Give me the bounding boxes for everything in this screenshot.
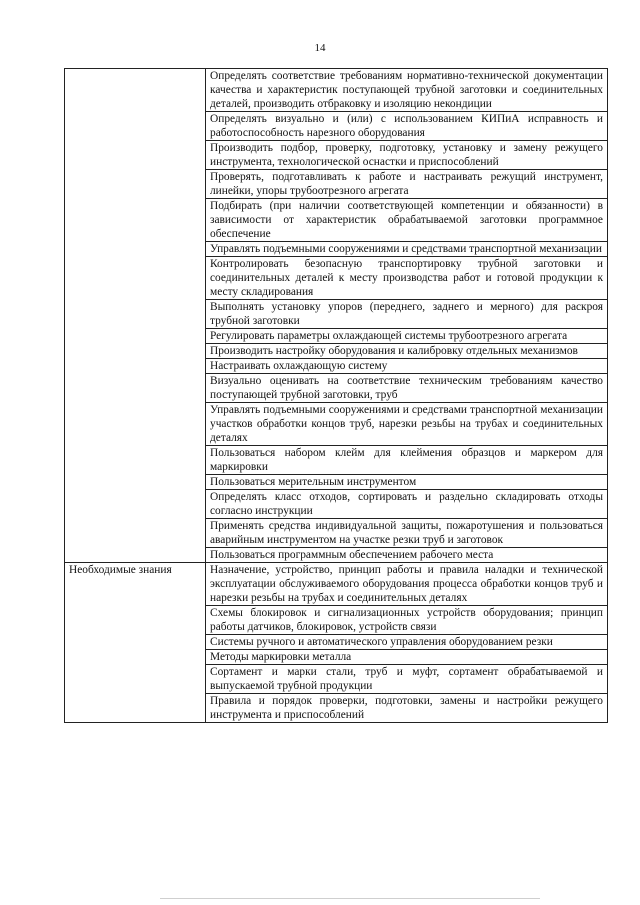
skill-item: Производить настройку оборудования и калибровку отдельных механизмов [206, 344, 608, 359]
table-row [65, 563, 608, 606]
scan-edge-line [160, 898, 540, 899]
knowledge-item: Методы маркировки металла [206, 650, 608, 665]
skill-item: Пользоваться программным обеспечением рабочего места [206, 548, 608, 563]
skill-item: Применять средства индивидуальной защиты, пожаротушения и пользоваться аварийным инструментом на участке резки труб и заготовок [206, 519, 608, 548]
skill-item: Настраивать охлаждающую систему [206, 359, 608, 374]
skill-item: Управлять подъемными сооружениями и средствами транспортной механизации [206, 242, 608, 257]
knowledge-item: Правила и порядок проверки, подготовки, замены и настройки режущего инструмента и приспособлений [206, 694, 608, 723]
knowledge-item: Сортамент и марки стали, труб и муфт, сортамент обрабатываемой и выпускаемой трубной продукции [206, 665, 608, 694]
skill-item: Производить подбор, проверку, подготовку, установку и замену режущего инструмента, технологической оснастки и приспособлений [206, 141, 608, 170]
knowledge-category-cell: Необходимые знания [65, 563, 206, 723]
skill-item: Проверять, подготавливать к работе и настраивать режущий инструмент, линейки, упоры трубоотрезного агрегата [206, 170, 608, 199]
skill-item: Определять класс отходов, сортировать и раздельно складировать отходы согласно инструкции [206, 490, 608, 519]
knowledge-item: Системы ручного и автоматического управления оборудованием резки [206, 635, 608, 650]
page-number: 14 [314, 42, 326, 54]
competency-table [64, 68, 608, 723]
skill-item: Пользоваться мерительным инструментом [206, 475, 608, 490]
skill-item: Выполнять установку упоров (переднего, заднего и мерного) для раскроя трубной заготовки [206, 300, 608, 329]
skill-item: Определять соответствие требованиям нормативно-технической документации качества и характеристик поступающей трубной заготовки и соединительных деталей, производить отбраковку и изоляцию некондиции [206, 69, 608, 112]
skill-item: Визуально оценивать на соответствие техническим требованиям качество поступающей трубной заготовки, труб [206, 374, 608, 403]
skill-item: Определять визуально и (или) с использованием КИПиА исправность и работоспособность нарезного оборудования [206, 112, 608, 141]
skill-item: Контролировать безопасную транспортировку трубной заготовки и соединительных деталей к месту производства работ и готовой продукции к месту складирования [206, 257, 608, 300]
skill-item: Регулировать параметры охлаждающей системы трубоотрезного агрегата [206, 329, 608, 344]
skill-item: Подбирать (при наличии соответствующей компетенции и обязанности) в зависимости от характеристик обрабатываемой заготовки программное обеспечение [206, 199, 608, 242]
knowledge-item: Схемы блокировок и сигнализационных устройств оборудования; принцип работы датчиков, блокировок, устройств связи [206, 606, 608, 635]
table-row [65, 69, 608, 112]
skills-category-cell [65, 69, 206, 563]
knowledge-item: Назначение, устройство, принцип работы и правила наладки и технической эксплуатации обслуживаемого оборудования процесса обработки концов труб и нарезки резьбы на трубах и соединительных деталях [206, 563, 608, 606]
skill-item: Пользоваться набором клейм для клеймения образцов и маркером для маркировки [206, 446, 608, 475]
skill-item: Управлять подъемными сооружениями и средствами транспортной механизации участков обработки концов труб, нарезки резьбы на трубах и соединительных деталях [206, 403, 608, 446]
